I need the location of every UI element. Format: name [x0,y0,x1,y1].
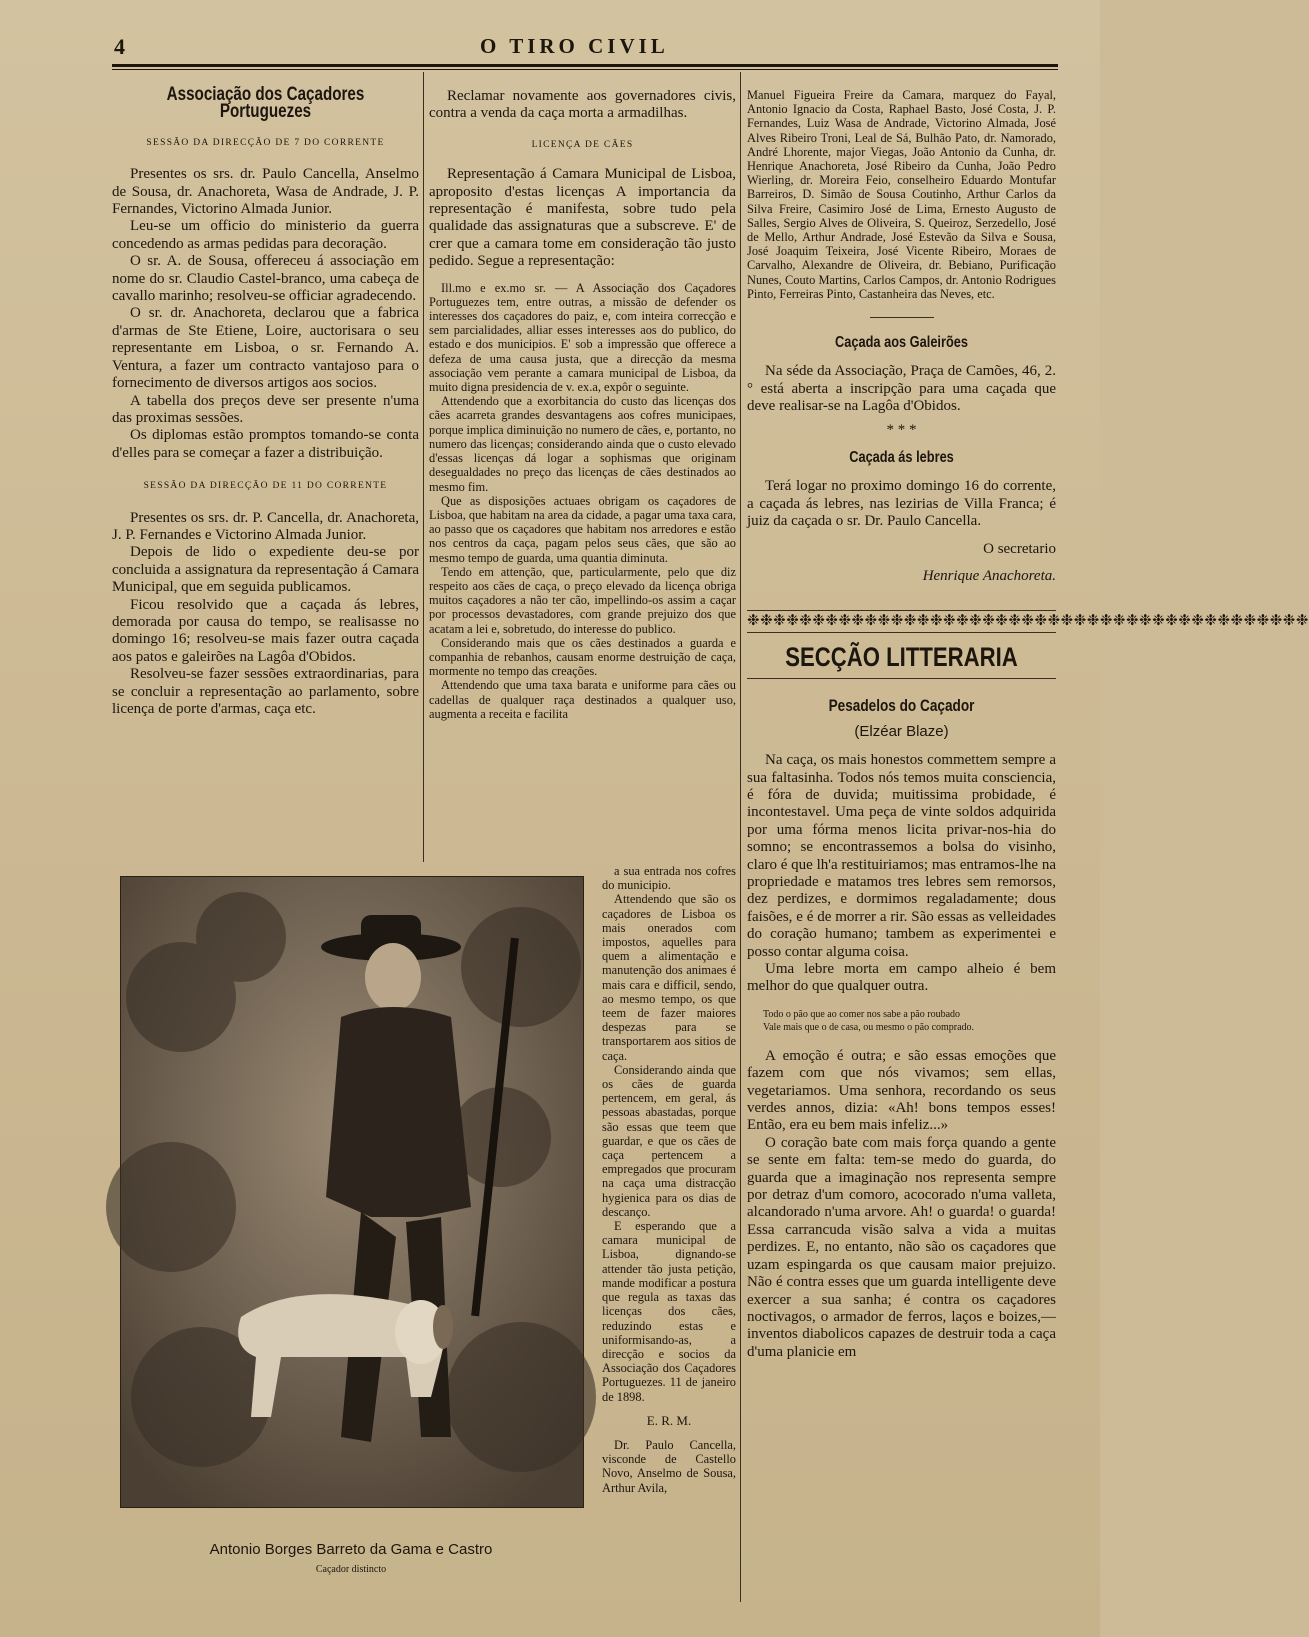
verse [763,1008,1056,1034]
signatories: Dr. Paulo Cancella, visconde de Castello Novo, Anselmo de Sousa, Arthur Avila, [602,1437,736,1495]
paragraph: Attendendo que a exorbitancia do custo das licenças dos cães acarreta grandes desvantagens aos cofres municipaes, porque implica diminuição no numero de cães, e, portanto, no numero das licenças; considerando ainda que o custo elevado d'essas licenças dá logar a sophismas que originam desegualdades no preço das licenças de cães destinados ao mesmo fim. [429,394,736,494]
column-2 [429,88,736,721]
paragraph: Na caça, os mais honestos commettem sempre a sua faltasinha. Todos nós temos muita consciencia, é fóra de duvida; muitissima probidade, é incontestavel. Uma peça de vinte soldos adquirida por uma fórma menos licita privar-nos-hia do somno; se encontrassemos a bolsa do visinho, claro é que lh'a restituiriamos; mas entramos-lhe na propriedade e matamos tres lebres sem remorsos, dez perdizes, e dormimos regaladamente; dous faisões, e é de morrer a rir. São essas as velleidades do coração humano; tambem as experimentei e posso contar alguma coisa. [747,752,1056,960]
page-number: 4 [114,34,125,59]
subsection-title: Caçada ás lebres [849,449,954,467]
paragraph: Considerando ainda que os cães de guarda pertencem, em geral, ás pessoas abastadas, porque são essas que teem que guardar, e que os cães de caça pertencem a empregados que procuram na caça uma distracção hygienica para os dias de descanço. [602,1062,736,1219]
section-rule [747,678,1056,679]
paragraph: Depois de lido o expediente deu-se por concluida a assignatura da representação á Camara Municipal, que em seguida publicamos. [112,544,419,596]
photo-caption: Antonio Borges Barreto da Gama e Castro [209,1541,493,1558]
column-3 [747,88,1309,1361]
letter-continuation [602,864,736,1404]
header-rule-thin [112,69,1058,70]
paragraph: E esperando que a camara municipal de Lisboa, dignando-se attender tão justa petição, mande modificar a postura que regula as taxas das licenças dos cães, reduzindo estas e uniformisando-as, a direcção e socios da Associação dos Caçadores Portuguezes. 11 de janeiro de 1898. [602,1219,736,1404]
story-text [747,1048,1056,1361]
paragraph: A emoção é outra; e são essas emoções que fazem com que nós vivamos; sem ellas, vegetariamos. Uma senhora, recordando os seus verdes annos, dizia: «Ah! bons tempos esses! Então, era eu bem mais infeliz...» [747,1047,1056,1134]
secretary-label: O secretario [983,540,1056,557]
secretary-name: Henrique Anachoreta. [922,568,1056,585]
session-2-text [112,510,419,719]
closing-erm: E. R. M. [646,1412,692,1428]
paragraph: Representação á Camara Municipal de Lisboa, aproposito d'estas licenças A importancia da representação é manifesta, sobre tudo pela qualidade das assignaturas que a subscreve. E' de crer que a camara tome em consideração tão justo pedido. Segue a representação: [429,166,736,270]
paragraph: Presentes os srs. dr. Paulo Cancella, Anselmo de Sousa, dr. Anachoreta, Wasa de Andrade, J. P. Fernandes, Victorino Almada Junior. [112,166,419,218]
column-2-narrow [602,864,736,1495]
paragraph: A tabella dos preços deve ser presente n'uma das proximas sessões. [112,392,419,426]
story-title: Pesadelos do Caçador [828,696,975,716]
signatories-continued [747,88,1056,301]
paragraph: Uma lebre morta em campo alheio é bem melhor do que qualquer outra. [747,961,1056,995]
session-1-text [112,166,419,462]
header-rule [112,64,1058,67]
letter-text [429,281,736,721]
paragraph: Na séde da Associação, Praça de Camões, 46, 2.° está aberta a inscripção para uma caçada que deve realisar-se na Lagôa d'Obidos. [747,363,1056,415]
column-divider [740,72,741,1602]
paragraph: Presentes os srs. dr. P. Cancella, dr. Anachoreta, J. P. Fernandes e Victorino Almada Junior. [112,509,419,543]
article-title: Associação dos Caçadores Portuguezes [166,84,365,123]
paragraph: Ill.mo e ex.mo sr. — A Associação dos Caçadores Portuguezes tem, entre outras, a missão de defender os interesses dos caçadores do paiz, e, com inteira correcção e sem parcialidades, alliar esses interesses aos do publico, do estado e dos municipios. E' sob a impressão que offerece a defeza de uma causa justa, que a direcção da mesma associação vem perante a camara municipal de Lisboa, da muito digna presidencia de v. ex.a, expôr o seguinte. [429,280,736,395]
paragraph: O sr. A. de Sousa, offereceu á associação em nome do sr. Claudio Castel-branco, uma cabeça de cavallo marinho; resolveu-se officiar agradecendo. [112,253,419,305]
photo-subcaption: Caçador distincto [315,1564,387,1575]
asterism: * * * [886,421,917,438]
column-divider [423,72,424,862]
paragraph: Os diplomas estão promptos tomando-se conta d'elles para se começar a fazer a distribuição. [112,427,419,461]
session-heading: SESSÃO DA DIRECÇÃO DE 11 DO CORRENTE [143,481,388,492]
section-title: SECÇÃO LITTERARIA [785,641,1018,672]
subsection-title: Caçada aos Galeirões [834,334,969,352]
section-heading: LICENÇA DE CÃES [531,139,634,150]
column-1 [112,86,419,718]
paragraph: Que as disposições actuaes obrigam os caçadores de Lisboa, que habitam na area da cidade, a pagar uma taxa cara, ao passo que os caçadores que habitam nos arredores e estão nos centros da caça, pagam pelos seus cães, que são ao mesmo tempo de guarda, uma quantia diminuta. [429,493,736,565]
ornamental-border: ❉❉❉❉❉❉❉❉❉❉❉❉❉❉❉❉❉❉❉❉❉❉❉❉❉❉❉❉❉❉❉❉❉❉❉❉❉❉❉❉❉❉❉ [747,610,1056,633]
paragraph: Attendendo que são os caçadores de Lisboa os mais onerados com impostos, aquelles para quem a alimentação e manutenção dos animaes é mais cara e difficil, sendo, ao mesmo tempo, os que teem de fazer maiores despezas para se transportarem aos sitios de caça. [602,892,736,1063]
hunter-illustration [121,877,583,1507]
short-divider [870,317,934,318]
paragraph: Considerando mais que os cães destinados a guarda e companhia de rebanhos, causam enorme destruição de caça, mormente no tempo das creações. [429,635,736,679]
paragraph: O coração bate com mais força quando a gente se sente em falta: tem-se medo do guarda, do guarda que a imaginação nos representa sempre por detraz d'um comoro, acocorado n'uma valleta, alcandorado n'uma arvore. Ah! o guarda! o guarda! Essa carrancuda visão salva a vida a muitas perdizes. E, no entanto, não são os caçadores que uzam espingarda os que causam maior prejuizo. Não é contra esses que um guarda intelligente deve exercer a sua sanha; é contra os caçadores noctivagos, o armador de ferros, laços e boizes,—inventos diabolicos capazes de destruir toda a caça d'uma planicie em [747,1134,1056,1360]
paragraph: Todo o pão que ao comer nos sabe a pão roubado [763,1008,961,1020]
story-author: (Elzéar Blaze) [854,722,949,740]
paragraph: Resolveu-se fazer sessões extraordinarias, para se concluir a representação ao parlamento, sobre licença de porte d'armas, caça etc. [112,666,419,717]
paragraph: Terá logar no proximo domingo 16 do corrente, a caçada ás lebres, nas lezirias de Villa Franca; é juiz da caçada o sr. Dr. Paulo Cancella. [747,478,1056,530]
session-heading: SESSÃO DA DIRECÇÃO DE 7 DO CORRENTE [146,137,385,148]
paragraph: Reclamar novamente aos governadores civis, contra a venda da caça morta a armadilhas. [429,88,736,122]
paragraph: Manuel Figueira Freire da Camara, marquez do Fayal, Antonio Ignacio da Costa, Raphael Basto, José Costa, J. P. Fernandes, Luiz Wasa de Andrade, Victorino Almada, José Alves Ribeiro Troni, Leal de Sá, Bulhão Pato, dr. Namorado, André Lhorente, major Viegas, João Antonio da Cunha, dr. Henrique Anachoreta, José Ribeiro da Cunha, João Pedro Wierling, dr. Moreira Feio, conselheiro Eduardo Montufar Barreiros, D. Simão de Sousa Coutinho, Arthur Carlos da Silva Freire, Casimiro José de Lima, Ernesto Augusto de Salles, Sergio Alves de Oliveira, S. Queiroz, Serzedello, José de Mello, Arthur Andrade, José Estevão da Silva e Sousa, José Joaquim Teixeira, José Vicente Ribeiro, Moraes de Carvalho, Alexandre de Oliveira, dr. Bebiano, Purificação Nunes, Couto Martins, Carlos Campos, dr. Antonio Rodrigues Pinto, Ferreiras Pinto, Castanheira das Neves, etc. [747,88,1056,301]
paragraph: Ficou resolvido que a caçada ás lebres, demorada por causa do tempo, se realisasse no domingo 16; resolveu-se mais fazer outra caçada aos patos e galeirões na Lagôa d'Obidos. [112,596,419,665]
paragraph: O sr. dr. Anachoreta, declarou que a fabrica d'armas de Ste Etiene, Loire, auctorisara o seu representante em Lisboa, o sr. Fernando A. Ventura, a fazer um contracto vantajoso para o fornecimento de diversos artigos aos socios. [112,305,419,392]
masthead-title: O TIRO CIVIL [480,34,669,58]
paragraph: Tendo em attenção, que, particularmente, pelo que diz respeito aos cães de caça, o preço elevado da licença obriga muitos caçadores a não ter cão, impellindo-os assim a caçar por processos devastadores, com grande prejuizo dos que acatam a lei e, sobretudo, do interesse do publico. [429,564,736,636]
hunter-photograph [120,876,584,1508]
paragraph: Leu-se um officio do ministerio da guerra concedendo as armas pedidas para decoração. [112,218,419,252]
story-text [747,752,1056,996]
paragraph: a sua entrada nos cofres do municipio. [602,864,736,893]
paragraph: Attendendo que uma taxa barata e uniforme para cães ou cadellas de qualquer raça destinados a qualquer uso, augmenta a receita e facilita [429,678,736,721]
paragraph: Vale mais que o de casa, ou mesmo o pão comprado. [763,1021,975,1033]
